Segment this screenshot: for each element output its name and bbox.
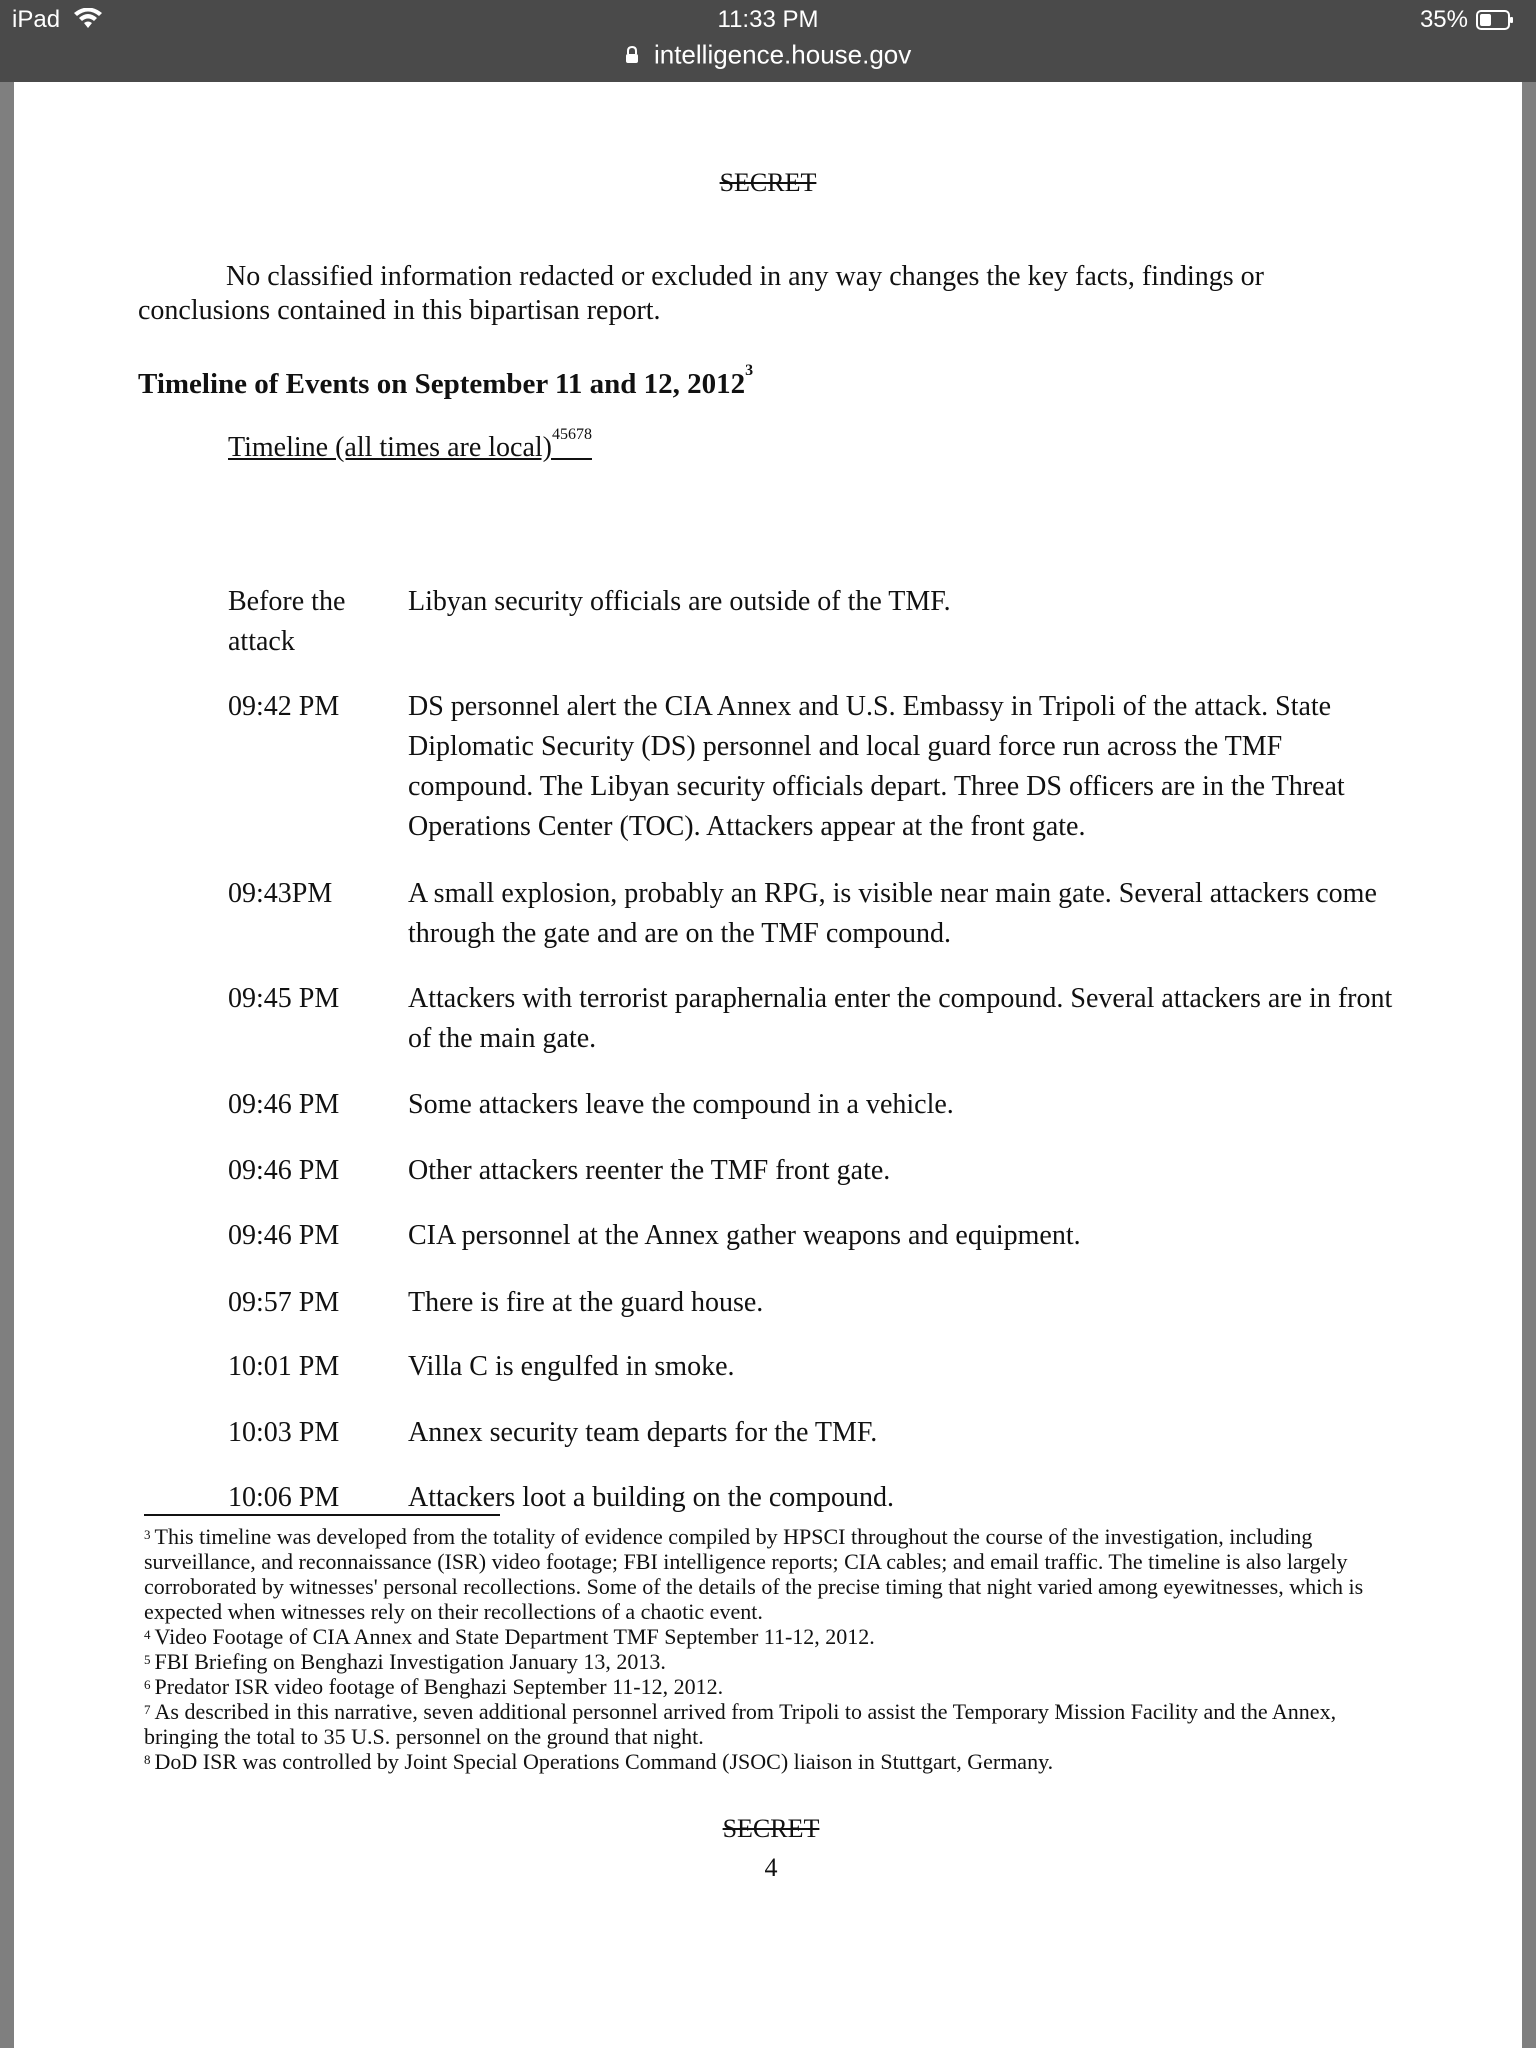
footnote-number: 8: [144, 1752, 151, 1767]
timeline-desc: CIA personnel at the Annex gather weapons and equipment.: [408, 1220, 1081, 1251]
status-bar: [0, 0, 1536, 82]
address-bar[interactable]: [0, 38, 1536, 74]
intro-text: No classified information redacted or excluded in any way changes the key facts, findings or conclusions contained in this bipartisan report.: [138, 261, 1264, 326]
timeline-time: 10:03 PM: [228, 1417, 340, 1448]
timeline-time: 09:43PM: [228, 878, 333, 909]
battery-icon: [1476, 10, 1514, 30]
timeline-desc: Annex security team departs for the TMF.: [408, 1417, 878, 1448]
footnote: [144, 1624, 1414, 1649]
footnote-number: 5: [144, 1652, 151, 1667]
footnote-number: 3: [144, 1527, 151, 1542]
timeline-time: 10:01 PM: [228, 1351, 340, 1382]
timeline-desc: There is fire at the guard house.: [408, 1287, 764, 1318]
timeline-time: 09:45 PM: [228, 983, 340, 1014]
document-page: [14, 82, 1522, 2048]
page-number: 4: [764, 1853, 778, 1882]
footnote-text: FBI Briefing on Benghazi Investigation January 13, 2013.: [154, 1649, 666, 1674]
footnote-text: As described in this narrative, seven additional personnel arrived from Tripoli to assist the Temporary Mission Facility and the Annex, bringing the total to 35 U.S. personnel on the ground that night.: [144, 1699, 1337, 1749]
footnote-number: 7: [144, 1702, 151, 1717]
footnote: [144, 1649, 1414, 1674]
timeline-desc: Villa C is engulfed in smoke.: [408, 1351, 735, 1382]
timeline-time: 09:42 PM: [228, 691, 340, 722]
footnote: [144, 1674, 1414, 1699]
section-heading: [138, 362, 754, 401]
timeline-desc: Some attackers leave the compound in a vehicle.: [408, 1089, 954, 1120]
footnote-number: 6: [144, 1677, 151, 1692]
timeline-time: 09:57 PM: [228, 1287, 340, 1318]
intro-paragraph: [138, 260, 1388, 328]
device-name: iPad: [12, 6, 61, 33]
classification-header: SECRET: [719, 168, 817, 197]
footnote-text: Predator ISR video footage of Benghazi September 11-12, 2012.: [154, 1674, 724, 1699]
timeline-desc: Libyan security officials are outside of the TMF.: [408, 586, 951, 617]
timeline-desc: DS personnel alert the CIA Annex and U.S. Embassy in Tripoli of the attack. State Diplomatic Security (DS) personnel and local guard force run across the TMF compound. The Libyan security officials depart. Three DS officers are in the Threat Operations Center (TOC). Attackers appear at the front gate.: [408, 691, 1345, 842]
classification-footer: SECRET: [722, 1814, 820, 1843]
footnotes: [144, 1524, 1414, 1774]
timeline-desc: Other attackers reenter the TMF front gate.: [408, 1155, 891, 1186]
url-text[interactable]: intelligence.house.gov: [653, 39, 912, 70]
footnote-text: DoD ISR was controlled by Joint Special Operations Command (JSOC) liaison in Stuttgart, Germany.: [154, 1749, 1054, 1774]
timeline-desc: Attackers with terrorist paraphernalia enter the compound. Several attackers are in front of the main gate.: [408, 983, 1393, 1054]
footnote-text: This timeline was developed from the totality of evidence compiled by HPSCI throughout the course of the investigation, including surveillance, and reconnaissance (ISR) video footage; FBI intelligence reports; CIA cables; and email traffic. The timeline is also largely corroborated by witnesses' personal recollections. Some of the details of the precise timing that night varied among eyewitnesses, which is expected when witnesses rely on their recollections of a chaotic event.: [144, 1524, 1364, 1624]
footnote-divider: [144, 1514, 500, 1516]
footnote: [144, 1524, 1414, 1624]
heading-text: Timeline of Events on September 11 and 12, 2012: [138, 368, 746, 400]
battery-percent: 35%: [1419, 6, 1468, 33]
timeline-time: 09:46 PM: [228, 1220, 340, 1251]
timeline-time: Before the attack: [228, 586, 346, 657]
footnote-number: 4: [144, 1627, 151, 1642]
clock: 11:33 PM: [717, 6, 819, 33]
footnote: [144, 1699, 1414, 1749]
timeline-time: 09:46 PM: [228, 1155, 340, 1186]
subheading-text: Timeline (all times are local): [228, 432, 552, 463]
footnote-ref[interactable]: 3: [745, 362, 754, 379]
footnote: [144, 1749, 1414, 1774]
timeline-time: 10:06 PM: [228, 1482, 340, 1513]
timeline-time: 09:46 PM: [228, 1089, 340, 1120]
timeline-desc: Attackers loot a building on the compound.: [408, 1482, 895, 1513]
footnote-refs[interactable]: 45678: [551, 426, 592, 443]
timeline-desc: A small explosion, probably an RPG, is visible near main gate. Several attackers come through the gate and are on the TMF compound.: [408, 878, 1377, 949]
timeline-subheading: [228, 426, 592, 464]
lock-icon: [625, 46, 639, 64]
footnote-text: Video Footage of CIA Annex and State Department TMF September 11-12, 2012.: [154, 1624, 875, 1649]
